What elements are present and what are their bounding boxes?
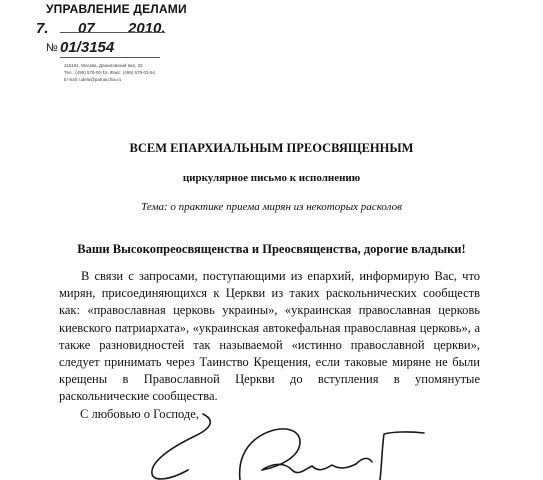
- address-block: [64, 62, 184, 83]
- date-underline: [60, 32, 165, 33]
- date-field: [36, 20, 176, 38]
- number-label: №: [46, 42, 58, 54]
- number-underline: [60, 57, 160, 58]
- date-month: 07: [78, 20, 95, 37]
- document-subtitle: циркулярное письмо к исполнению: [182, 172, 361, 184]
- organization-name: УПРАВЛЕНИЕ ДЕЛАМИ: [46, 2, 187, 16]
- closing-line: С любовью о Господе,: [80, 407, 199, 421]
- date-day: 7.: [36, 20, 49, 37]
- email-line: E-mail: udela@patriarchia.ru: [64, 77, 122, 82]
- phone-line: Тел.: (499) 578-00-15, Факс: (499) 578-03-54: [64, 70, 155, 75]
- greeting: Ваши Высокопреосвященства и Преосвященства, дорогие владыки!: [77, 242, 466, 256]
- number-value: 01/3154: [60, 39, 115, 56]
- document-theme: Тема: о практике приема мирян из некоторых расколов: [141, 201, 402, 213]
- letter-body: В связи с запросами, поступающими из епархий, информирую Вас, что мирян, присоединяющихся к Церкви из таких раскольнических сообществ как: «православная церковь украины», «украинская православная церковь киевского патриархата», «украинская автокефальная православная церковь», а также разновидностей так называемой «истинно православной церкви», следует принимать через Таинство Крещения, если таковые миряне не были крещены в Православной Церкви до вступления в упомянутые раскольнические сообщества.: [59, 269, 480, 404]
- date-year: 2010.: [128, 20, 166, 37]
- outgoing-number-field: [46, 39, 196, 59]
- address-line: 115191, Москва, Даниловский вал, 22: [64, 63, 143, 68]
- document-title: ВСЕМ ЕПАРХИАЛЬНЫМ ПРЕОСВЯЩЕННЫМ: [129, 141, 414, 155]
